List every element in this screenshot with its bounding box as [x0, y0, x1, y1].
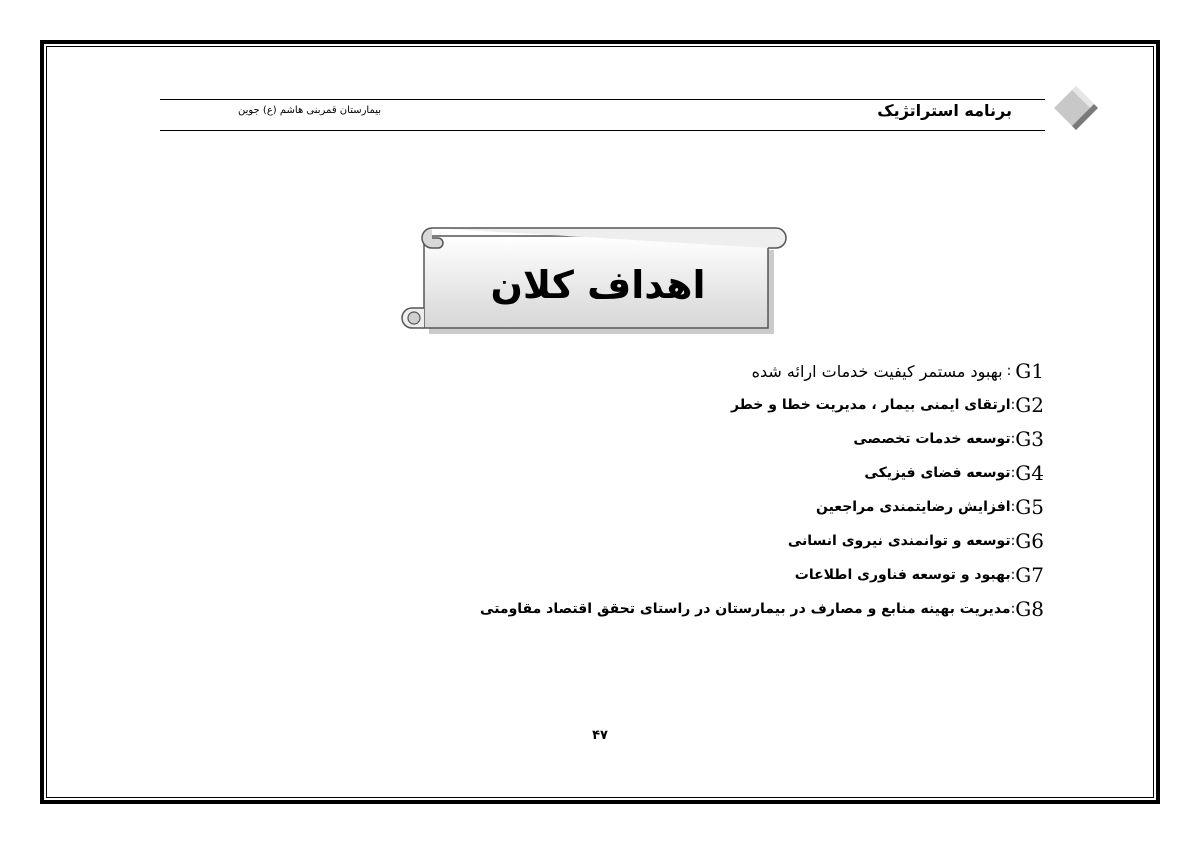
goal-separator: : [1006, 363, 1012, 379]
goal-text: مدیریت بهینه منابع و مصارف در بیمارستان در راستای تحقق اقتصاد مقاومتی [480, 601, 1011, 617]
banner-title: اهداف کلان [490, 263, 706, 307]
goal-item-g5 [344, 490, 1044, 524]
goal-separator: : [1010, 601, 1016, 617]
diamond-logo-icon [1050, 82, 1102, 134]
goal-text: بهبود و توسعه فناوری اطلاعات [794, 567, 1011, 583]
goal-code: G5 [1015, 495, 1044, 519]
goal-text: ارتقای ایمنی بیمار ، مدیریت خطا و خطر [730, 397, 1011, 413]
goal-code: G6 [1015, 529, 1044, 553]
goal-code: G8 [1015, 597, 1044, 621]
goal-item-g4 [344, 456, 1044, 490]
goal-item-g2 [344, 388, 1044, 422]
goal-separator: : [1010, 465, 1016, 481]
goal-separator: : [1010, 431, 1016, 447]
goal-code: G7 [1015, 563, 1044, 587]
goal-text: بهبود مستمر کیفیت خدمات ارائه شده [751, 361, 1003, 381]
header-title: برنامه استراتژیک [877, 101, 1012, 120]
goal-separator: : [1010, 499, 1016, 515]
goal-text: توسعه خدمات تخصصی [853, 431, 1011, 447]
goal-code: G4 [1015, 461, 1044, 485]
goal-item-g6 [344, 524, 1044, 558]
goal-text: توسعه فضای فیزیکی [864, 465, 1011, 481]
goal-item-g3 [344, 422, 1044, 456]
goal-code: G1 [1015, 359, 1044, 383]
page-number: ۴۷ [592, 728, 608, 743]
goal-code: G2 [1015, 393, 1044, 417]
goal-item-g1 [344, 354, 1044, 388]
goal-item-g8 [344, 592, 1044, 626]
goal-separator: : [1010, 567, 1016, 583]
goal-text: توسعه و توانمندی نیروی انسانی [787, 533, 1011, 549]
goal-code: G3 [1015, 427, 1044, 451]
header-hospital-name: بیمارستان قمربنی هاشم (ع) جوین [238, 105, 382, 116]
goals-list [344, 354, 1044, 626]
goal-item-g7 [344, 558, 1044, 592]
goal-text: افزایش رضایتمندی مراجعین [815, 499, 1011, 515]
goal-separator: : [1010, 397, 1016, 413]
goal-separator: : [1010, 533, 1016, 549]
header-rule-bottom [160, 130, 1045, 131]
